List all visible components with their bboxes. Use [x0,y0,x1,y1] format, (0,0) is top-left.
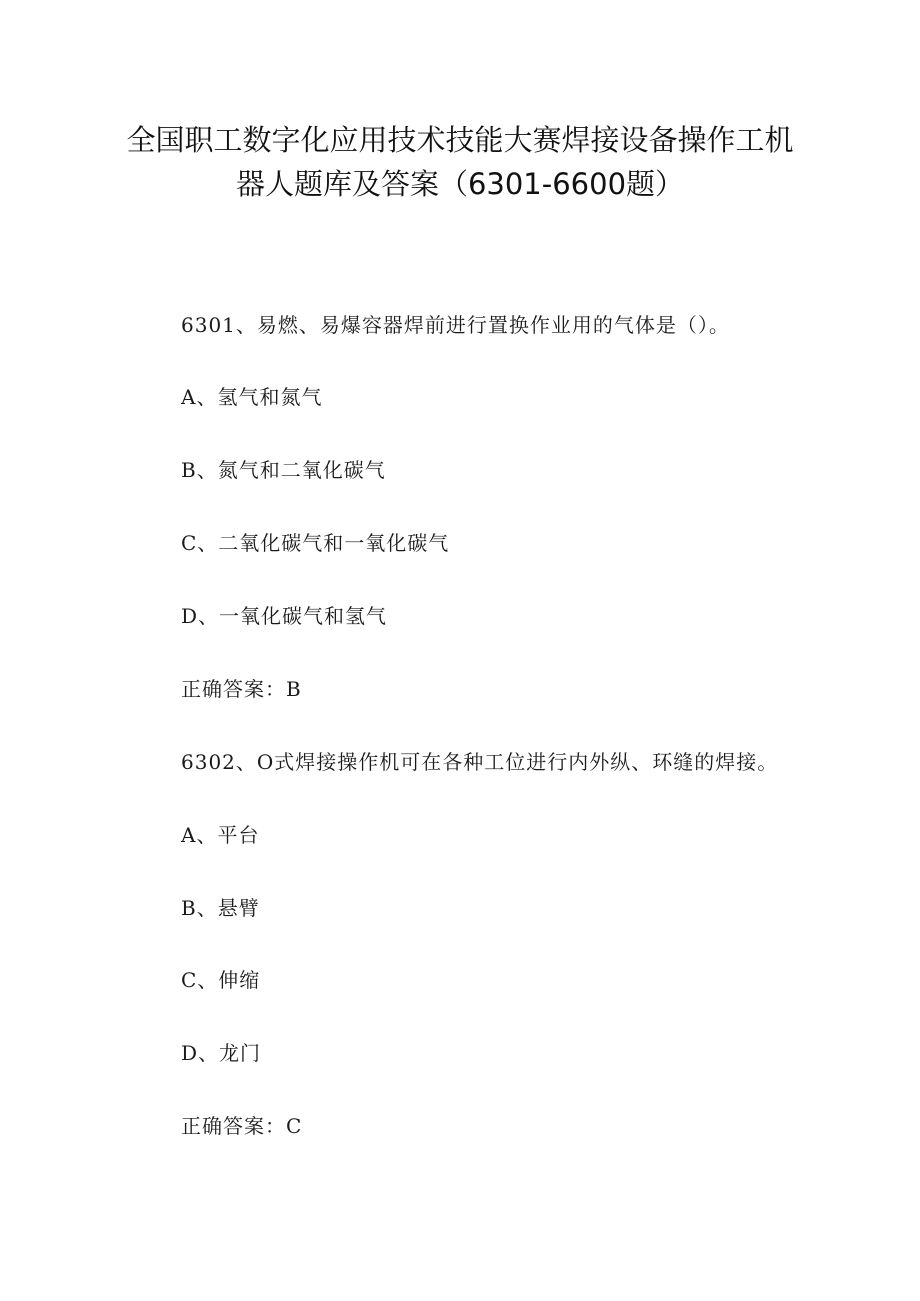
document-title-line-1: 全国职工数字化应用技术技能大赛焊接设备操作工机 [126,123,794,157]
question-6301-option-b: B、氮气和二氧化碳气 [181,458,386,482]
question-6301-option-c: C、二氧化碳气和一氧化碳气 [181,531,450,555]
question-6302-option-c: C、伸缩 [181,968,261,992]
question-6301-answer: 正确答案：B [181,677,302,701]
document-title [120,118,800,206]
question-6301-stem: 6301、易燃、易爆容器焊前进行置换作业用的气体是（）。 [181,313,730,337]
question-6301-option-a: A、氢气和氮气 [181,385,323,409]
question-6302-option-a: A、平台 [181,823,260,847]
question-6301-option-d: D、一氧化碳气和氢气 [181,604,388,628]
question-6302-option-d: D、龙门 [181,1041,262,1065]
question-6302-answer: 正确答案：C [181,1114,303,1138]
question-6302-stem: 6302、O式焊接操作机可在各种工位进行内外纵、环缝的焊接。 [181,750,779,774]
document-title-line-2: 器人题库及答案（6301-6600题） [235,167,685,201]
question-6302-option-b: B、悬臂 [181,896,260,920]
